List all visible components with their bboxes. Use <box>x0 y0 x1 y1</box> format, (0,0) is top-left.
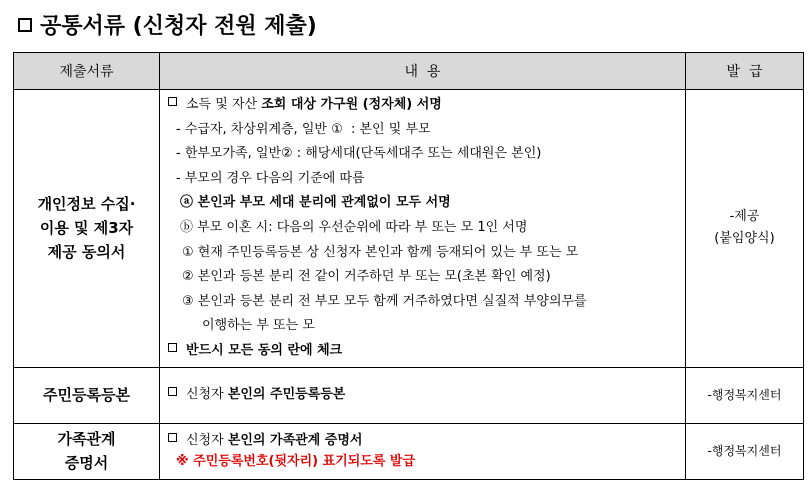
page-title <box>18 9 317 40</box>
table-row <box>14 367 804 423</box>
category-cell <box>14 90 160 368</box>
content-line: 이행하는 부 또는 모 <box>202 318 315 334</box>
issuer-cell <box>686 423 804 479</box>
issuer-line: -제공 <box>729 209 760 225</box>
table-row <box>14 90 804 368</box>
content-line: 소득 및 자산 조회 대상 가구원 (정자체) 서명 <box>168 93 677 118</box>
category-cell <box>14 367 160 423</box>
content-cell <box>160 367 686 423</box>
category-line: 개인정보 수집· <box>37 195 136 214</box>
content-line: ⓐ 본인과 부모 세대 분리에 관계없이 모두 서명 <box>180 195 451 211</box>
content-line: 반드시 모든 동의 란에 체크 <box>168 339 677 364</box>
table-row <box>14 423 804 479</box>
category-line: 주민등록등본 <box>43 386 130 405</box>
page-title-text: 공통서류 (신청자 전원 제출) <box>40 14 317 39</box>
square-bullet-icon <box>168 97 177 106</box>
header-issuer: 발 급 <box>686 53 804 90</box>
header-documents: 제출서류 <box>14 53 160 90</box>
content-line: ③ 본인과 등본 분리 전 부모 모두 함께 거주하였다면 실질적 부양의무를 <box>182 293 587 309</box>
issuer-line: -행정복지센터 <box>707 444 782 459</box>
content-cell <box>160 90 686 368</box>
table-header-row <box>14 53 804 90</box>
square-bullet-icon <box>168 387 177 396</box>
category-line: 이용 및 제3자 <box>39 219 134 238</box>
issuer-line: (붙임양식) <box>714 231 775 247</box>
content-line: - 한부모가족, 일반② : 해당세대(단독세대주 또는 세대원은 본인) <box>176 146 542 162</box>
content-cell <box>160 423 686 479</box>
category-cell <box>14 423 160 479</box>
content-line: ⓑ 부모 이혼 시: 다음의 우선순위에 따라 부 또는 모 1인 서명 <box>180 219 528 235</box>
content-line: 신청자 본인의 가족관계 증명서 <box>168 430 677 451</box>
issuer-line: -행정복지센터 <box>707 388 782 403</box>
square-bullet-icon <box>168 433 177 442</box>
category-line: 제공 동의서 <box>47 243 126 262</box>
issuer-cell <box>686 367 804 423</box>
content-line: ① 현재 주민등록등본 상 신청자 본인과 함께 등재되어 있는 부 또는 모 <box>182 244 579 260</box>
checkbox-square-icon <box>18 18 32 32</box>
content-line: 신청자 본인의 주민등록등본 <box>168 383 677 408</box>
content-line: ② 본인과 등본 분리 전 같이 거주하던 부 또는 모(초본 확인 예정) <box>182 269 551 285</box>
issuer-cell <box>686 90 804 368</box>
header-content: 내 용 <box>160 53 686 90</box>
content-line: - 수급자, 차상위계층, 일반 ① : 본인 및 부모 <box>176 121 431 137</box>
warning-note: ※ 주민등록번호(뒷자리) 표기되도록 발급 <box>176 454 416 470</box>
category-line: 증명서 <box>64 454 109 473</box>
content-line: - 부모의 경우 다음의 기준에 따름 <box>176 170 365 186</box>
category-line: 가족관계 <box>57 430 116 449</box>
documents-table <box>13 52 804 480</box>
square-bullet-icon <box>168 343 177 352</box>
